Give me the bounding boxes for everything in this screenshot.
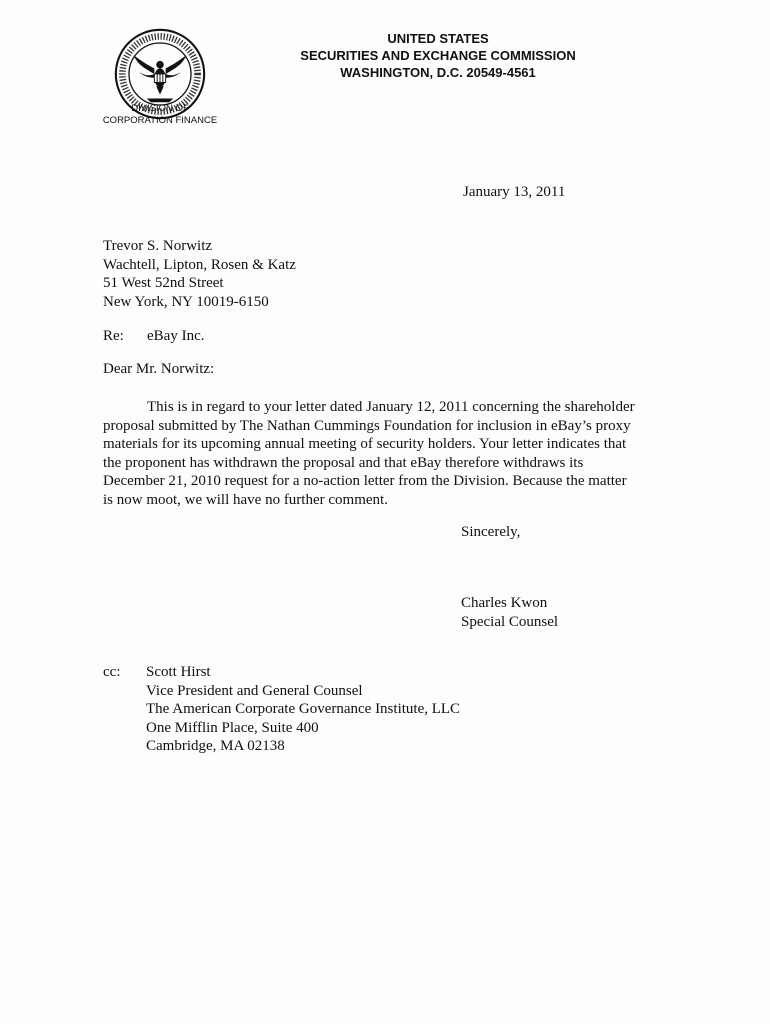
agency-line-1: UNITED STATES: [387, 31, 489, 46]
signer-title: Special Counsel: [461, 613, 559, 630]
body-line: December 21, 2010 request for a no-action letter from the Division. Because the matter: [103, 473, 627, 489]
cc-label: cc:: [103, 664, 121, 680]
re-line: [103, 327, 204, 346]
closing: Sincerely,: [461, 524, 521, 540]
cc-line: Cambridge, MA 02138: [146, 738, 285, 754]
body-line: the proponent has withdrawn the proposal and that eBay therefore withdraws its: [103, 454, 584, 471]
recipient-name: Trevor S. Norwitz: [103, 238, 213, 254]
agency-line-2: SECURITIES AND EXCHANGE COMMISSION: [300, 48, 576, 63]
salutation: Dear Mr. Norwitz:: [103, 361, 215, 377]
cc-line: The American Corporate Governance Institute, LLC: [146, 701, 461, 717]
re-label: Re:: [103, 328, 124, 344]
cc-line: Scott Hirst: [146, 664, 211, 680]
division-line-2: CORPORATION FINANCE: [102, 115, 218, 126]
body-line: is now moot, we will have no further comment.: [103, 491, 388, 508]
signature-block: [461, 594, 558, 631]
letter-date: January 13, 2011: [463, 184, 566, 200]
signer-name: Charles Kwon: [461, 595, 548, 611]
cc-line: One Mifflin Place, Suite 400: [146, 719, 319, 736]
body-line: proposal submitted by The Nathan Cummings Foundation for inclusion in eBay’s proxy: [103, 417, 631, 434]
body-line: This is in regard to your letter dated January 12, 2011 concerning the shareholder: [147, 399, 635, 415]
cc-line: Vice President and General Counsel: [146, 682, 363, 699]
recipient-firm: Wachtell, Lipton, Rosen & Katz: [103, 256, 296, 273]
re-subject: eBay Inc.: [147, 328, 205, 344]
division-label: [100, 103, 220, 127]
division-line-1: DIVISION OF: [131, 103, 189, 114]
agency-line-3: WASHINGTON, D.C. 20549-4561: [340, 65, 536, 80]
letter-body: [103, 398, 663, 509]
recipient-street: 51 West 52nd Street: [103, 275, 224, 291]
cc-recipient: [146, 663, 460, 756]
recipient-address: [103, 237, 296, 311]
body-line: materials for its upcoming annual meeting of security holders. Your letter indicates that: [103, 436, 627, 452]
agency-header: [285, 30, 591, 81]
recipient-city: New York, NY 10019-6150: [103, 293, 269, 310]
